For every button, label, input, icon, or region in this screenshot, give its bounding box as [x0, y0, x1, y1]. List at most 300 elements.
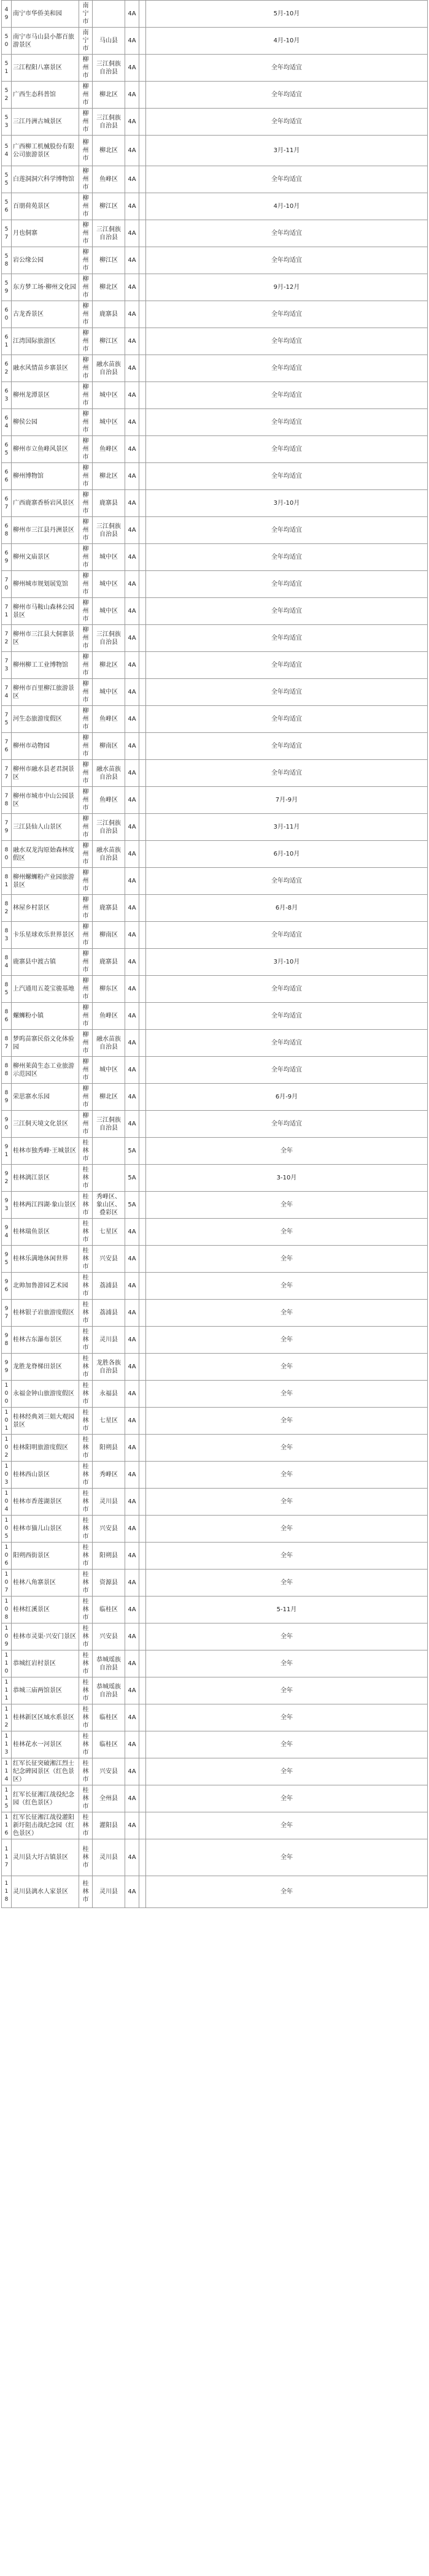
- row-number: 101: [2, 1408, 12, 1435]
- county-cell: 鹿寨县: [93, 895, 125, 922]
- row-number: 118: [2, 1876, 12, 1908]
- scenic-spot-name: 桂林两江四湖·象山景区: [12, 1192, 79, 1219]
- city-cell: 桂林市: [79, 1327, 93, 1354]
- county-cell: 荔浦县: [93, 1300, 125, 1327]
- spacer-cell: [139, 1543, 146, 1570]
- city-cell: 桂林市: [79, 1489, 93, 1516]
- table-row: [2, 1246, 428, 1273]
- city-cell: 柳州市: [79, 1030, 93, 1057]
- city-cell: 柳州市: [79, 55, 93, 82]
- grade-cell: 4A: [125, 1246, 139, 1273]
- grade-cell: 4A: [125, 1300, 139, 1327]
- grade-cell: 4A: [125, 1057, 139, 1084]
- city-cell: 柳州市: [79, 409, 93, 436]
- scenic-spot-name: 卡乐星球欢乐世界景区: [12, 922, 79, 949]
- table-row: [2, 949, 428, 976]
- table-row: [2, 1650, 428, 1677]
- city-cell: 柳州市: [79, 247, 93, 274]
- grade-cell: 4A: [125, 1516, 139, 1543]
- scenic-spot-name: 南宁市华侨美和园: [12, 1, 79, 28]
- city-cell: 桂林市: [79, 1650, 93, 1677]
- city-cell: 柳州市: [79, 706, 93, 733]
- county-cell: 城中区: [93, 571, 125, 598]
- scenic-spot-name: 三江县仙人山景区: [12, 814, 79, 841]
- grade-cell: 4A: [125, 55, 139, 82]
- row-number: 82: [2, 895, 12, 922]
- best-season-cell: 4月-10月: [146, 28, 428, 55]
- spacer-cell: [139, 1165, 146, 1192]
- table-row: [2, 922, 428, 949]
- city-cell: 柳州市: [79, 949, 93, 976]
- county-cell: 融水苗族自治县: [93, 760, 125, 787]
- grade-cell: 4A: [125, 544, 139, 571]
- table-row: [2, 1273, 428, 1300]
- spacer-cell: [139, 274, 146, 301]
- best-season-cell: 全年: [146, 1876, 428, 1908]
- county-cell: 灵川县: [93, 1876, 125, 1908]
- best-season-cell: 全年: [146, 1839, 428, 1876]
- best-season-cell: 全年均适宜: [146, 55, 428, 82]
- scenic-spot-name: 河生态旅游度假区: [12, 706, 79, 733]
- row-number: 87: [2, 1030, 12, 1057]
- table-row: [2, 136, 428, 166]
- best-season-cell: 全年均适宜: [146, 598, 428, 625]
- grade-cell: 4A: [125, 1650, 139, 1677]
- county-cell: 临桂区: [93, 1704, 125, 1731]
- scenic-spot-name: 桂林瑞鱼景区: [12, 1219, 79, 1246]
- county-cell: 三江侗族自治县: [93, 220, 125, 247]
- best-season-cell: 全年均适宜: [146, 301, 428, 328]
- county-cell: 资源县: [93, 1570, 125, 1597]
- scenic-spot-name: 灵川县漓水人家景区: [12, 1876, 79, 1908]
- row-number: 95: [2, 1246, 12, 1273]
- county-cell: 三江侗族自治县: [93, 55, 125, 82]
- table-row: [2, 328, 428, 355]
- grade-cell: 4A: [125, 1570, 139, 1597]
- grade-cell: 4A: [125, 814, 139, 841]
- scenic-spot-name: 柳州市三江县大侗寨景区: [12, 625, 79, 652]
- city-cell: 桂林市: [79, 1839, 93, 1876]
- county-cell: 兴安县: [93, 1623, 125, 1650]
- spacer-cell: [139, 220, 146, 247]
- grade-cell: 4A: [125, 1704, 139, 1731]
- table-row: [2, 1300, 428, 1327]
- city-cell: 柳州市: [79, 760, 93, 787]
- spacer-cell: [139, 787, 146, 814]
- city-cell: 柳州市: [79, 544, 93, 571]
- city-cell: 柳州市: [79, 436, 93, 463]
- best-season-cell: 3月-10月: [146, 949, 428, 976]
- row-number: 64: [2, 409, 12, 436]
- best-season-cell: 7月-9月: [146, 787, 428, 814]
- city-cell: 柳州市: [79, 1111, 93, 1138]
- row-number: 65: [2, 436, 12, 463]
- row-number: 91: [2, 1138, 12, 1165]
- table-row: [2, 247, 428, 274]
- county-cell: 三江侗族自治县: [93, 1111, 125, 1138]
- spacer-cell: [139, 1057, 146, 1084]
- spacer-cell: [139, 1192, 146, 1219]
- grade-cell: 4A: [125, 136, 139, 166]
- spacer-cell: [139, 760, 146, 787]
- scenic-spot-name: 桂林市灵渠·兴安门景区: [12, 1623, 79, 1650]
- city-cell: 柳州市: [79, 868, 93, 895]
- best-season-cell: 全年: [146, 1300, 428, 1327]
- grade-cell: 4A: [125, 1623, 139, 1650]
- city-cell: 柳州市: [79, 598, 93, 625]
- best-season-cell: 3月-11月: [146, 814, 428, 841]
- county-cell: 柳江区: [93, 247, 125, 274]
- scenic-spot-name: 桂林阳明旅游度假区: [12, 1435, 79, 1462]
- county-cell: 阳朔县: [93, 1435, 125, 1462]
- county-cell: 鱼峰区: [93, 166, 125, 193]
- row-number: 77: [2, 760, 12, 787]
- county-cell: 鱼峰区: [93, 1003, 125, 1030]
- county-cell: 七星区: [93, 1219, 125, 1246]
- table-row: [2, 1408, 428, 1435]
- county-cell: 鱼峰区: [93, 706, 125, 733]
- table-row: [2, 1138, 428, 1165]
- grade-cell: 4A: [125, 1876, 139, 1908]
- best-season-cell: 3月-11月: [146, 136, 428, 166]
- grade-cell: 5A: [125, 1192, 139, 1219]
- table-row: [2, 868, 428, 895]
- table-row: [2, 274, 428, 301]
- scenic-spot-name: 红军长征突破湘江烈士纪念碑园景区（红色景区）: [12, 1758, 79, 1785]
- county-cell: 柳东区: [93, 976, 125, 1003]
- scenic-spot-name: 融水风情苗乡寨景区: [12, 355, 79, 382]
- table-row: [2, 1570, 428, 1597]
- spacer-cell: [139, 55, 146, 82]
- best-season-cell: 全年: [146, 1462, 428, 1489]
- row-number: 92: [2, 1165, 12, 1192]
- best-season-cell: 全年均适宜: [146, 652, 428, 679]
- spacer-cell: [139, 1300, 146, 1327]
- grade-cell: 4A: [125, 841, 139, 868]
- grade-cell: 4A: [125, 328, 139, 355]
- spacer-cell: [139, 463, 146, 490]
- city-cell: 柳州市: [79, 1084, 93, 1111]
- table-row: [2, 787, 428, 814]
- best-season-cell: 全年均适宜: [146, 463, 428, 490]
- row-number: 49: [2, 1, 12, 28]
- row-number: 89: [2, 1084, 12, 1111]
- county-cell: 融水苗族自治县: [93, 355, 125, 382]
- grade-cell: 4A: [125, 760, 139, 787]
- row-number: 103: [2, 1462, 12, 1489]
- grade-cell: 4A: [125, 109, 139, 136]
- best-season-cell: 4月-10月: [146, 193, 428, 220]
- grade-cell: 4A: [125, 1219, 139, 1246]
- row-number: 105: [2, 1516, 12, 1543]
- city-cell: 柳州市: [79, 841, 93, 868]
- row-number: 115: [2, 1785, 12, 1812]
- scenic-spot-name: 柳州市百里柳江旅游景区: [12, 679, 79, 706]
- spacer-cell: [139, 409, 146, 436]
- county-cell: 临桂区: [93, 1731, 125, 1758]
- county-cell: 柳北区: [93, 463, 125, 490]
- best-season-cell: 全年: [146, 1273, 428, 1300]
- spacer-cell: [139, 598, 146, 625]
- spacer-cell: [139, 1570, 146, 1597]
- grade-cell: 4A: [125, 220, 139, 247]
- city-cell: 柳州市: [79, 733, 93, 760]
- county-cell: 柳北区: [93, 274, 125, 301]
- scenic-spot-name: 白莲洞洞穴科学博物馆: [12, 166, 79, 193]
- city-cell: 桂林市: [79, 1785, 93, 1812]
- grade-cell: 4A: [125, 976, 139, 1003]
- scenic-spot-name: 广西生态科普馆: [12, 82, 79, 109]
- city-cell: 桂林市: [79, 1408, 93, 1435]
- county-cell: 鱼峰区: [93, 787, 125, 814]
- row-number: 111: [2, 1677, 12, 1704]
- scenic-spot-name: 红军长征湘江战役灌阳新圩阻击战纪念园（红色景区）: [12, 1812, 79, 1839]
- grade-cell: 4A: [125, 571, 139, 598]
- scenic-spot-name: 桂林市猫儿山景区: [12, 1516, 79, 1543]
- county-cell: 龙胜各族自治县: [93, 1354, 125, 1381]
- table-row: [2, 1462, 428, 1489]
- city-cell: 柳州市: [79, 382, 93, 409]
- city-cell: 桂林市: [79, 1354, 93, 1381]
- table-row: [2, 679, 428, 706]
- grade-cell: 5A: [125, 1138, 139, 1165]
- table-row: [2, 382, 428, 409]
- best-season-cell: 全年均适宜: [146, 82, 428, 109]
- table-row: [2, 652, 428, 679]
- scenic-spot-name: 广西鹿寨香桥岩风景区: [12, 490, 79, 517]
- scenic-spot-name: 柳州市立鱼峰风景区: [12, 436, 79, 463]
- best-season-cell: 全年: [146, 1138, 428, 1165]
- row-number: 52: [2, 82, 12, 109]
- grade-cell: 4A: [125, 28, 139, 55]
- table-row: [2, 1192, 428, 1219]
- table-row: [2, 733, 428, 760]
- grade-cell: 4A: [125, 1731, 139, 1758]
- row-number: 67: [2, 490, 12, 517]
- row-number: 108: [2, 1597, 12, 1623]
- row-number: 73: [2, 652, 12, 679]
- grade-cell: 4A: [125, 733, 139, 760]
- best-season-cell: 全年均适宜: [146, 625, 428, 652]
- grade-cell: 4A: [125, 1111, 139, 1138]
- table-row: [2, 1435, 428, 1462]
- scenic-spot-name: 荣思寨水乐园: [12, 1084, 79, 1111]
- scenic-spot-name: 林屋乡村景区: [12, 895, 79, 922]
- county-cell: [93, 868, 125, 895]
- scenic-spot-name: 桂林经典刘三姐大观园景区: [12, 1408, 79, 1435]
- county-cell: 柳南区: [93, 922, 125, 949]
- scenic-spot-name: 梦呜苗寨民俗文化体验园: [12, 1030, 79, 1057]
- spacer-cell: [139, 706, 146, 733]
- spacer-cell: [139, 1650, 146, 1677]
- table-row: [2, 463, 428, 490]
- county-cell: 城中区: [93, 679, 125, 706]
- scenic-spot-name: 古龙香景区: [12, 301, 79, 328]
- row-number: 112: [2, 1704, 12, 1731]
- best-season-cell: 全年: [146, 1704, 428, 1731]
- city-cell: 柳州市: [79, 679, 93, 706]
- row-number: 98: [2, 1327, 12, 1354]
- county-cell: 融水苗族自治县: [93, 1030, 125, 1057]
- spacer-cell: [139, 1381, 146, 1408]
- best-season-cell: 全年: [146, 1327, 428, 1354]
- scenic-spot-name: 柳州市三江县丹洲景区: [12, 517, 79, 544]
- row-number: 100: [2, 1381, 12, 1408]
- table-row: [2, 544, 428, 571]
- spacer-cell: [139, 1839, 146, 1876]
- spacer-cell: [139, 1111, 146, 1138]
- scenic-spot-name: 柳州市城市中山公园景区: [12, 787, 79, 814]
- city-cell: 桂林市: [79, 1516, 93, 1543]
- spacer-cell: [139, 1273, 146, 1300]
- city-cell: 柳州市: [79, 1057, 93, 1084]
- table-row: [2, 625, 428, 652]
- grade-cell: 4A: [125, 598, 139, 625]
- row-number: 57: [2, 220, 12, 247]
- best-season-cell: 全年均适宜: [146, 922, 428, 949]
- table-row: [2, 1758, 428, 1785]
- best-season-cell: 全年: [146, 1731, 428, 1758]
- grade-cell: 4A: [125, 247, 139, 274]
- scenic-spot-name: 东方梦工场·柳州文化园: [12, 274, 79, 301]
- spacer-cell: [139, 1354, 146, 1381]
- scenic-spot-name: 桂林新区区域水系景区: [12, 1704, 79, 1731]
- grade-cell: 4A: [125, 787, 139, 814]
- table-row: [2, 706, 428, 733]
- city-cell: 桂林市: [79, 1462, 93, 1489]
- row-number: 116: [2, 1812, 12, 1839]
- best-season-cell: 全年均适宜: [146, 220, 428, 247]
- best-season-cell: 全年: [146, 1677, 428, 1704]
- grade-cell: 4A: [125, 301, 139, 328]
- best-season-cell: 全年: [146, 1543, 428, 1570]
- row-number: 58: [2, 247, 12, 274]
- spacer-cell: [139, 1, 146, 28]
- grade-cell: 4A: [125, 1030, 139, 1057]
- best-season-cell: 3-10月: [146, 1165, 428, 1192]
- table-row: [2, 1, 428, 28]
- scenic-spot-name: 永福金钟山旅游度假区: [12, 1381, 79, 1408]
- best-season-cell: 全年: [146, 1381, 428, 1408]
- best-season-cell: 全年: [146, 1246, 428, 1273]
- spacer-cell: [139, 1030, 146, 1057]
- best-season-cell: 5-11月: [146, 1597, 428, 1623]
- scenic-spot-name: 柳州博物馆: [12, 463, 79, 490]
- grade-cell: 4A: [125, 625, 139, 652]
- row-number: 56: [2, 193, 12, 220]
- best-season-cell: 全年均适宜: [146, 382, 428, 409]
- scenic-spot-name: 龙胜龙脊梯田景区: [12, 1354, 79, 1381]
- county-cell: 鹿寨县: [93, 301, 125, 328]
- scenic-spot-name: 北帅加鲁游园艺术园: [12, 1273, 79, 1300]
- table-row: [2, 1165, 428, 1192]
- grade-cell: 4A: [125, 706, 139, 733]
- grade-cell: 4A: [125, 409, 139, 436]
- row-number: 55: [2, 166, 12, 193]
- spacer-cell: [139, 1489, 146, 1516]
- row-number: 85: [2, 976, 12, 1003]
- city-cell: 柳州市: [79, 895, 93, 922]
- scenic-spot-name: 上汽通用五菱宝骏基地: [12, 976, 79, 1003]
- grade-cell: 4A: [125, 1839, 139, 1876]
- spacer-cell: [139, 544, 146, 571]
- table-row: [2, 517, 428, 544]
- table-row: [2, 1731, 428, 1758]
- grade-cell: 4A: [125, 1462, 139, 1489]
- spacer-cell: [139, 571, 146, 598]
- spacer-cell: [139, 625, 146, 652]
- spacer-cell: [139, 517, 146, 544]
- best-season-cell: 6月-8月: [146, 895, 428, 922]
- spacer-cell: [139, 1408, 146, 1435]
- city-cell: 桂林市: [79, 1300, 93, 1327]
- best-season-cell: 全年均适宜: [146, 109, 428, 136]
- city-cell: 柳州市: [79, 652, 93, 679]
- scenic-spot-name: 三江程阳八寨景区: [12, 55, 79, 82]
- scenic-spot-name: 阳朔西街景区: [12, 1543, 79, 1570]
- row-number: 109: [2, 1623, 12, 1650]
- spacer-cell: [139, 814, 146, 841]
- row-number: 68: [2, 517, 12, 544]
- scenic-spot-name: 柳州市动物园: [12, 733, 79, 760]
- best-season-cell: 全年: [146, 1650, 428, 1677]
- best-season-cell: 全年均适宜: [146, 1003, 428, 1030]
- city-cell: 桂林市: [79, 1138, 93, 1165]
- city-cell: 柳州市: [79, 109, 93, 136]
- grade-cell: 4A: [125, 895, 139, 922]
- grade-cell: 4A: [125, 1597, 139, 1623]
- table-row: [2, 28, 428, 55]
- county-cell: 城中区: [93, 598, 125, 625]
- county-cell: 柳北区: [93, 82, 125, 109]
- row-number: 97: [2, 1300, 12, 1327]
- city-cell: 柳州市: [79, 301, 93, 328]
- best-season-cell: 全年: [146, 1192, 428, 1219]
- county-cell: 柳北区: [93, 652, 125, 679]
- grade-cell: 4A: [125, 1, 139, 28]
- grade-cell: 4A: [125, 355, 139, 382]
- row-number: 72: [2, 625, 12, 652]
- grade-cell: 4A: [125, 1489, 139, 1516]
- scenic-spot-name: 广西柳工机械股份有限公司旅游景区: [12, 136, 79, 166]
- best-season-cell: 全年均适宜: [146, 706, 428, 733]
- row-number: 90: [2, 1111, 12, 1138]
- county-cell: 秀峰区: [93, 1462, 125, 1489]
- spacer-cell: [139, 949, 146, 976]
- spacer-cell: [139, 1876, 146, 1908]
- scenic-spot-name: 桂林古东瀑布景区: [12, 1327, 79, 1354]
- spacer-cell: [139, 436, 146, 463]
- table-row: [2, 1111, 428, 1138]
- table-row: [2, 760, 428, 787]
- scenic-spot-name: 桂林乐满地休闲世界: [12, 1246, 79, 1273]
- city-cell: 柳州市: [79, 787, 93, 814]
- row-number: 50: [2, 28, 12, 55]
- table-row: [2, 1785, 428, 1812]
- best-season-cell: 全年均适宜: [146, 328, 428, 355]
- spacer-cell: [139, 136, 146, 166]
- row-number: 110: [2, 1650, 12, 1677]
- county-cell: [93, 1165, 125, 1192]
- spacer-cell: [139, 1731, 146, 1758]
- row-number: 60: [2, 301, 12, 328]
- best-season-cell: 全年: [146, 1623, 428, 1650]
- table-row: [2, 814, 428, 841]
- grade-cell: 4A: [125, 1408, 139, 1435]
- city-cell: 桂林市: [79, 1704, 93, 1731]
- grade-cell: 4A: [125, 1435, 139, 1462]
- city-cell: 桂林市: [79, 1165, 93, 1192]
